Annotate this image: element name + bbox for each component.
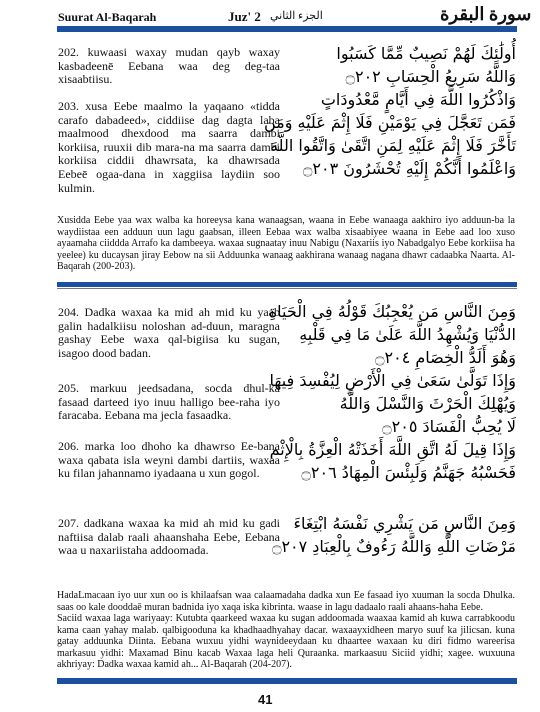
header-divider xyxy=(57,26,517,32)
arabic-line: وَإِذَا تَوَلَّىٰ سَعَىٰ فِي الْأَرْضِ لِيُفْسِدَ فِيهَا xyxy=(269,371,516,390)
arabic-line: وَمِنَ النَّاسِ مَن يُعْجِبُكَ قَوْلُهُ فِي الْحَيَاةِ xyxy=(268,302,516,321)
arabic-line: تَأَخَّرَ فَلَا إِثْمَ عَلَيْهِ لِمَنِ اتَّقَىٰ وَاتَّقُوا اللَّهَ xyxy=(270,136,516,155)
section-divider xyxy=(57,282,517,287)
verse-206-somali: 206. marka loo dhoho ka dhawrso Ee-bana waxa qabata isla weyni dambi dartiis, waxaa ku filan jahannamo iyadaana u xun gogol. xyxy=(58,439,280,481)
arabic-line: وَمِنَ النَّاسِ مَن يَشْرِي نَفْسَهُ ابْتِغَاءَ xyxy=(293,514,516,533)
arabic-block-3 xyxy=(272,512,516,558)
verse-203-somali: 203. xusa Eebe maalmo la yaqaano «tidda carafo dabadeed», ciddiise dag dagta laba maalmood dhexdood ma saarra dambi korkiisa, ruuxii dib mara-na ma saarra dambi korkiisa ciddii dhawrsata, ka dhawrsada Eebeē ogaa-dana in xaggiisa laydiin soo kulmin. xyxy=(58,99,280,195)
arabic-line: الدُّنْيَا وَيُشْهِدُ اللَّهَ عَلَىٰ مَا فِي قَلْبِهِ xyxy=(299,325,516,344)
verse-207-somali: 207. dadkana waxaa ka mid ah mid ku gadi naftiisa dalab raali ahaanshaha Eebe, Eebana waa u naxariistaha addoomada. xyxy=(58,516,280,558)
verse-202-somali: 202. kuwaasi waxay mudan qayb waxay kasbadeenē Eebana waa deg deg-taa xisaabtiisu. xyxy=(58,45,280,87)
arabic-line: وَهُوَ أَلَدُّ الْخِصَامِ ۝٢٠٤ xyxy=(375,348,516,367)
surah-title-arabic: سورة البقرة xyxy=(440,4,532,24)
arabic-block-2 xyxy=(268,300,516,484)
arabic-line: أُولَٰئِكَ لَهُمْ نَصِيبٌ مِّمَّا كَسَبُوا xyxy=(336,44,516,63)
commentary-2b: Saciid waxaa laga wariyaay: Kutubta qaarkeed waxaa ku sugan addoomada waaxaa kamid ah kuwa carrabkoodu kama caan yahay malab. qalbigooduna ka khadhaadhyahay dacar. waxaayxidheen maryo suuf ka jilicsan. kuna gatay adduunka Diinta. Eebana wuxuu yidhi waynideeydaan ku dhaartee waxaan ku diri fidmo wareerisa markasuu yidhi: Maxamad Binu kacab Waxaa laga heli Quraanka. markaasuu Siciid yidhi; xagee. wuxuuna akhriyay: Dadka waxaa kamid ah... Al-Baqarah (204-207). xyxy=(57,613,515,671)
verse-205-somali: 205. markuu jeedsadana, socda dhul-ka fasaad darteed iyo inuu halligo bee-raha iyo faracaba. Eebana ma jecla fasaadka. xyxy=(58,381,280,423)
commentary-2a: HadaLmacaan iyo uur xun oo is khilaafsan waa calaamadaha dadka xun Ee fasaad iyo xuuman la socda Dhulka. saas oo kale dooddaē muran badnida iyo xaqa iska kibrinta. waase in lagu dadaalo raali ahaans-haha Eebe. xyxy=(57,590,515,613)
arabic-line: فَحَسْبُهُ جَهَنَّمُ وَلَبِئْسَ الْمِهَادُ ۝٢٠٦ xyxy=(301,463,516,482)
arabic-block-1 xyxy=(263,42,516,180)
surah-title: Suurat Al-Baqarah xyxy=(58,10,157,24)
arabic-line: لَا يُحِبُّ الْفَسَادَ ۝٢٠٥ xyxy=(382,417,516,436)
juz-label-arabic: الجزء الثاني xyxy=(270,10,323,22)
arabic-line: وَاذْكُرُوا اللَّهَ فِي أَيَّامٍ مَّعْدُودَاتٍ xyxy=(320,90,516,109)
juz-label: Juz' 2 xyxy=(228,9,261,24)
verse-204-somali: 204. Dadka waxaa ka mid ah mid ku yaab galin hadalkiisu noloshan ad-duun, maragna gashay Eebe waxa qal-bigiisa ku sugan, isagoo dood badan. xyxy=(58,305,280,360)
arabic-line: مَرْضَاتِ اللَّهِ وَاللَّهُ رَءُوفٌ بِالْعِبَادِ ۝٢٠٧ xyxy=(272,537,516,556)
footer-divider xyxy=(57,678,517,684)
arabic-line: وَاللَّهُ سَرِيعُ الْحِسَابِ ۝٢٠٢ xyxy=(345,67,516,86)
page-number: 41 xyxy=(258,692,273,707)
arabic-line: وَإِذَا قِيلَ لَهُ اتَّقِ اللَّهَ أَخَذَتْهُ الْعِزَّةُ بِالْإِثْمِ xyxy=(269,440,516,459)
arabic-line: وَاعْلَمُوا أَنَّكُمْ إِلَيْهِ تُحْشَرُونَ ۝٢٠٣ xyxy=(303,159,516,178)
commentary-1: Xusidda Eebe yaa wax walba ka horeeysa kana wanaagsan, waana in Eebe wanaaga aakhiro iyo adduun-ba la waydiistaa een adduun uun lagu gaabsan, illeen Eebaa wax walba xisaabiyee waana in Eebe aad loo xuso ayaamaha ciiddda Arrafo ka dambeeya. waxaa sugnaatay inuu Nabigu (Naxariis iyo Nabadgalyo Eebe korkiisa ha yeelee) ku ducaysan jiray Eebow na sii Adduunka wanaag aakhirana wanaag nagana dhawr cadaabka Naarta. Al-Baqarah (200-203). xyxy=(57,215,515,273)
section-divider-line xyxy=(57,288,517,289)
arabic-line: فَمَن تَعَجَّلَ فِي يَوْمَيْنِ فَلَا إِثْمَ عَلَيْهِ وَمَن xyxy=(263,113,516,132)
arabic-line: وَيُهْلِكَ الْحَرْثَ وَالنَّسْلَ وَاللَّهُ xyxy=(339,394,516,413)
